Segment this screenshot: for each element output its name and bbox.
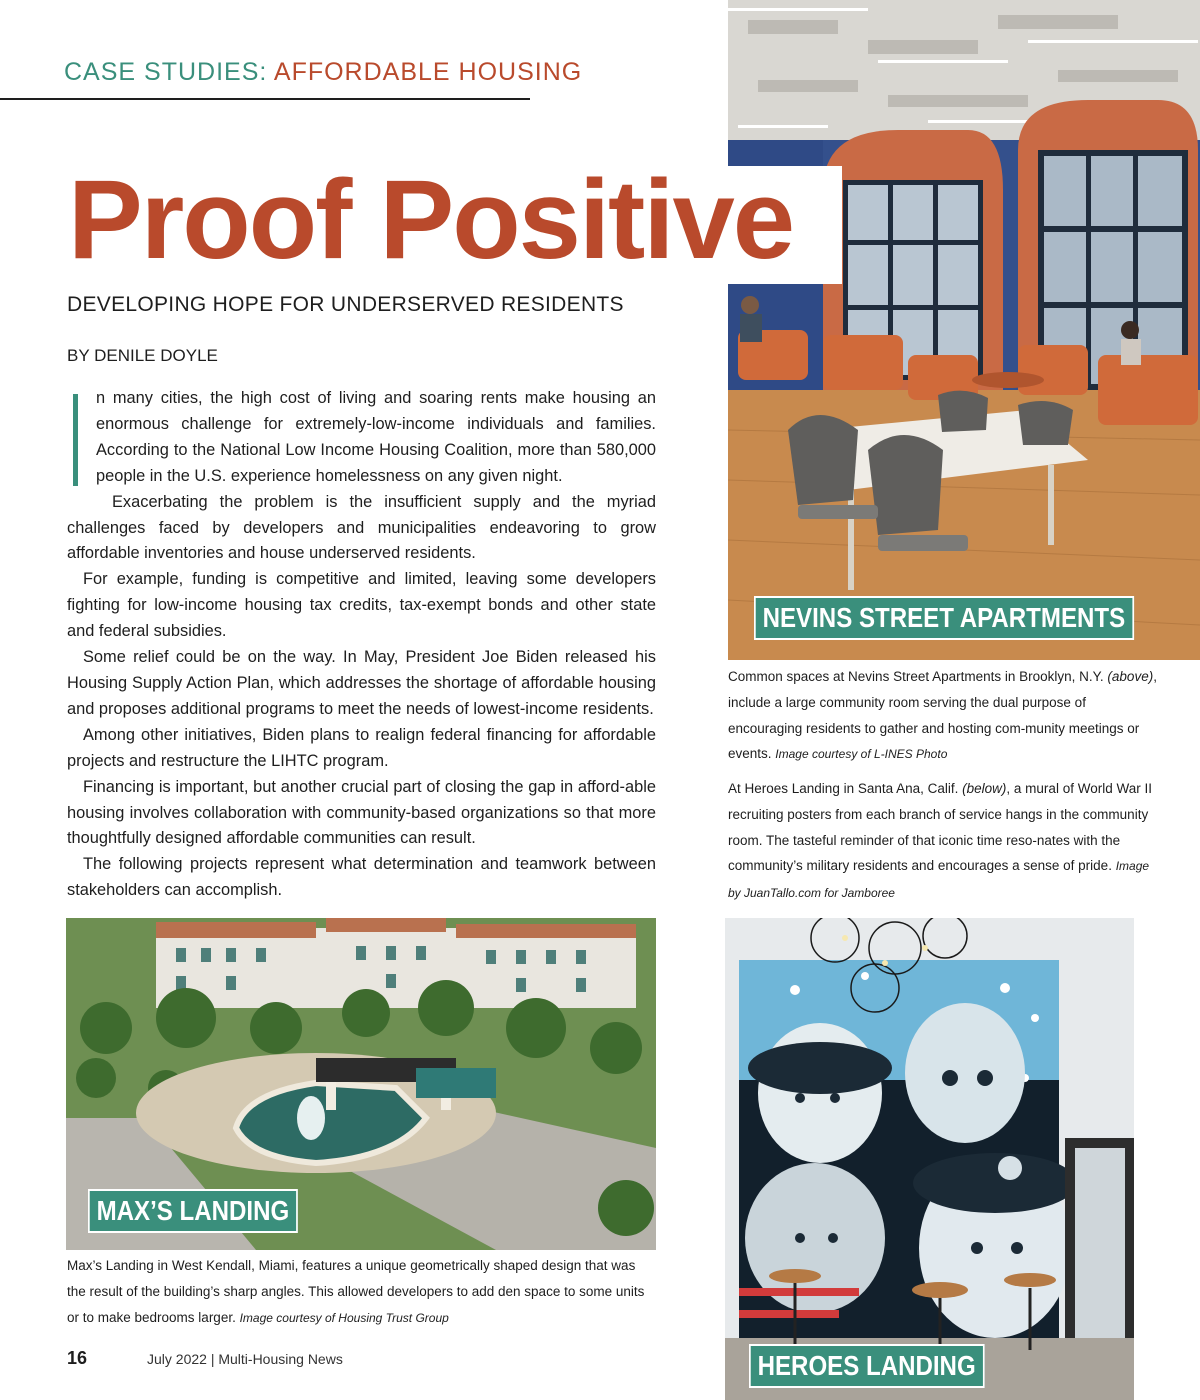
section-label — [64, 58, 582, 87]
heroes-caption: At Heroes Landing in Santa Ana, Calif. (below), a mural of World War II recruiting posters from each branch of service hangs in the community room. The tasteful reminder of that iconic time reso-nates with the community’s military residents and encourages a sense of pride. Image by JuanTallo.com for Jamboree — [728, 781, 1152, 901]
page-number: 16 — [67, 1348, 88, 1368]
paragraph: For example, funding is competitive and limited, leaving some developers fighting for low-income housing tax credits, tax-exempt bonds and other state and federal subsidies. — [67, 570, 656, 641]
section-label-part2: AFFORDABLE HOUSING — [273, 58, 583, 86]
maxs-landing-photo-credit: Image courtesy of Housing Trust Group — [239, 1310, 449, 1325]
article-title: Proof Positive — [68, 157, 794, 282]
section-label-part1: CASE STUDIES: — [64, 58, 274, 86]
drop-cap-i — [70, 394, 80, 490]
nevins-photo-credit: Image courtesy of L-INES Photo — [775, 747, 948, 762]
heroes-photo-credit: Image by JuanTallo.com for Jamboree — [728, 859, 1150, 901]
paragraph: Some relief could be on the way. In May, President Joe Biden released his Housing Supply Action Plan, which addresses the shortage of affordable housing and proposes additional programs to meet the needs of lowest-income residents. — [67, 648, 656, 718]
header-divider — [0, 98, 530, 100]
paragraph: The following projects represent what determination and teamwork between stakeholders can accomplish. — [67, 855, 656, 900]
mural-illustration — [725, 918, 1134, 1400]
paragraph: Exacerbating the problem is the insufficient supply and the myriad challenges faced by developers and municipalities endeavoring to grow affordable inventories and house underserved residents. — [67, 492, 656, 563]
paragraph: Among other initiatives, Biden plans to realign federal financing for affordable projects and restructure the LIHTC program. — [67, 725, 656, 770]
heroes-landing-label: HEROES LANDING — [749, 1344, 984, 1388]
article-body — [67, 386, 656, 904]
paragraph: n many cities, the high cost of living and soaring rents make housing an enormous challenge for extremely-low-income individuals and families. According to the National Low Income Housing Coalition, more than 580,000 people in the U.S. experience homelessness on any given night. — [67, 386, 656, 490]
maxs-landing-caption: Max’s Landing in West Kendall, Miami, features a unique geometrically shaped design that was the result of the building’s sharp angles. This allowed developers to add den space to some units or to make bedrooms larger. Image courtesy of Housing Trust Group — [67, 1258, 645, 1325]
community-room-illustration — [728, 0, 1200, 660]
footer-publication: July 2022 | Multi-Housing News — [147, 1351, 343, 1367]
paragraph: Financing is important, but another crucial part of closing the gap in afford-able housing involves collaboration with community-based organizations so that more thoughtfully designed affordable communities can result. — [67, 777, 656, 848]
maxs-landing-label: MAX’S LANDING — [88, 1189, 298, 1233]
heroes-landing-photo — [725, 918, 1134, 1400]
byline: BY DENILE DOYLE — [67, 346, 218, 365]
nevins-caption: Common spaces at Nevins Street Apartments in Brooklyn, N.Y. (above), include a large community room serving the dual purpose of encouraging residents to gather and hosting com-munity meetings or events. Image courtesy of L-INES Photo — [728, 669, 1157, 762]
maxs-landing-photo — [66, 918, 656, 1250]
article-subtitle: DEVELOPING HOPE FOR UNDERSERVED RESIDENTS — [67, 293, 624, 316]
nevins-street-photo — [728, 0, 1200, 660]
nevins-street-label: NEVINS STREET APARTMENTS — [754, 596, 1134, 640]
